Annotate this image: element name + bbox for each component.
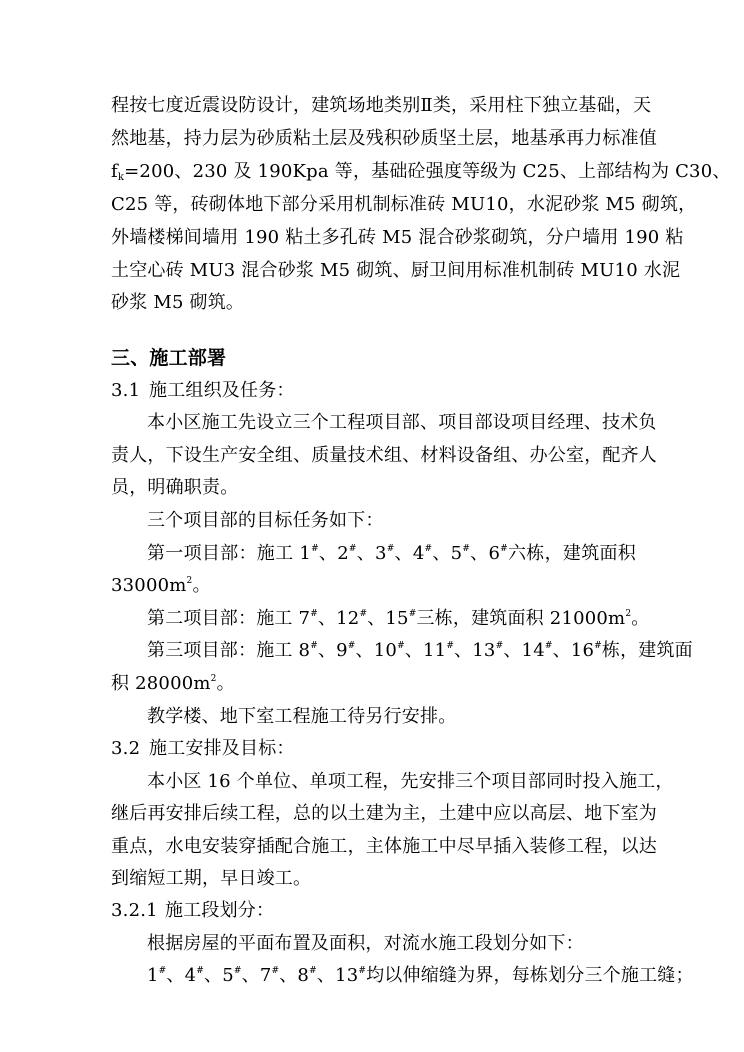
- text-run: 、14: [503, 640, 545, 661]
- superscript: #: [359, 609, 368, 619]
- text-run: 、10: [355, 640, 398, 661]
- para-line: 继后再安排后续工程，总的以土建为主，土建中应以高层、地下室为: [111, 803, 657, 824]
- superscript: #: [397, 641, 405, 651]
- superscript: #: [348, 544, 357, 554]
- section-heading: 三、施工部署: [111, 347, 227, 369]
- para-line: C25 等，砖砌体地下部分采用机制标准砖 MU10，水泥砂浆 M5 砌筑，: [111, 194, 697, 215]
- para-line: 教学楼、地下室工程施工待另行安排。: [147, 706, 457, 727]
- subsection-number: 3.1: [111, 380, 141, 401]
- subsection-number: 3.2: [111, 738, 141, 759]
- text-run: 、8: [279, 965, 310, 986]
- para-line: 重点，水电安装穿插配合施工，主体施工中尽早插入装修工程，以达: [111, 836, 657, 857]
- para-line: 到缩短工期，早日竣工。: [111, 868, 312, 889]
- text-run: 、4: [394, 543, 425, 564]
- superscript: #: [386, 544, 395, 554]
- superscript: #: [446, 641, 455, 651]
- superscript: #: [158, 966, 167, 976]
- subsection-number: 3.2.1: [111, 900, 158, 921]
- text-run: 、16: [552, 640, 595, 661]
- subsection-title: 施工段划分：: [165, 900, 275, 921]
- para-line: 根据房屋的平面布置及面积，对流水施工段划分如下：: [147, 933, 584, 954]
- text-run: 。: [216, 673, 235, 694]
- superscript: #: [594, 641, 602, 651]
- para-line: 程按七度近震设防设计，建筑场地类别Ⅱ类，采用柱下独立基础，天: [111, 95, 652, 116]
- text-run: 、4: [166, 965, 197, 986]
- text-run: 1: [147, 965, 159, 986]
- superscript: 2: [210, 674, 217, 684]
- para-line: 本小区 16 个单位、单项工程，先安排三个项目部同时投入施工，: [147, 771, 674, 792]
- text-run: 、2: [318, 543, 349, 564]
- team1-area-line: [111, 573, 636, 599]
- subsection-title: 施工组织及任务：: [149, 380, 295, 401]
- text-run: 栋，建筑面: [601, 640, 693, 661]
- text-run: 33000m: [111, 575, 187, 596]
- para-line: 员，明确职责。: [111, 477, 239, 498]
- superscript: #: [311, 544, 319, 554]
- text-run: 、13: [454, 640, 496, 661]
- text-run: 、7: [241, 965, 272, 986]
- text-run: =200、230 及 190Kpa 等，基础砼强度等级为 C25、上部结构为 C30、: [124, 161, 731, 182]
- para-line: 本小区施工先设立三个工程项目部、项目部设项目经理、技术负: [147, 412, 657, 433]
- superscript: #: [408, 609, 417, 619]
- superscript: #: [500, 544, 508, 554]
- text-run: 、11: [404, 640, 447, 661]
- text-run: 、12: [317, 608, 360, 629]
- team3-line: [147, 638, 693, 664]
- subsection-heading: [111, 378, 636, 404]
- team2-line: [147, 606, 650, 632]
- segment-line: [147, 963, 694, 989]
- text-run: 第三项目部：施工 8: [147, 640, 311, 661]
- superscript: #: [233, 966, 242, 976]
- para-line: [111, 159, 731, 185]
- para-line: 然地基，持力层为砂质粘土层及残积砂质坚土层，地基承再力标准值: [111, 128, 657, 149]
- para-line: 三个项目部的目标任务如下：: [147, 510, 384, 531]
- superscript: #: [424, 544, 433, 554]
- text-run: 积 28000m: [111, 673, 211, 694]
- formula-subscript: k: [117, 172, 125, 183]
- text-run: 、5: [432, 543, 463, 564]
- para-line: 外墙楼梯间墙用 190 粘土多孔砖 M5 混合砂浆砌筑，分户墙用 190 粘: [111, 227, 684, 248]
- text-run: 、13: [316, 965, 359, 986]
- text-run: 。: [631, 608, 650, 629]
- text-run: 第二项目部：施工 7: [147, 608, 311, 629]
- para-line: 土空心砖 MU3 混合砂浆 M5 砌筑、厨卫间用标准机制砖 MU10 水泥: [111, 260, 681, 281]
- text-run: 第一项目部：施工 1: [147, 543, 312, 564]
- superscript: #: [462, 544, 471, 554]
- superscript: 2: [186, 576, 193, 586]
- formula-f: f: [111, 161, 118, 182]
- text-run: 、9: [317, 640, 348, 661]
- subsection-title: 施工安排及目标：: [149, 738, 295, 759]
- superscript: #: [310, 609, 318, 619]
- text-run: 三栋，建筑面积 21000m: [416, 608, 626, 629]
- text-run: 、6: [470, 543, 501, 564]
- superscript: #: [347, 641, 356, 651]
- text-run: 、3: [356, 543, 387, 564]
- text-run: 六栋，建筑面积: [507, 543, 636, 564]
- superscript: #: [196, 966, 205, 976]
- para-line: 砂浆 M5 砌筑。: [111, 292, 245, 313]
- superscript: #: [310, 641, 318, 651]
- superscript: #: [309, 966, 317, 976]
- superscript: #: [271, 966, 280, 976]
- para-line: 责人，下设生产安全组、质量技术组、材料设备组、办公室，配齐人: [111, 445, 657, 466]
- subsection-heading: [111, 736, 636, 762]
- text-run: 、15: [367, 608, 409, 629]
- text-run: 。: [192, 575, 211, 596]
- team1-line: [147, 541, 636, 567]
- team3-area-line: [111, 671, 636, 697]
- superscript: #: [495, 641, 504, 651]
- superscript: #: [544, 641, 553, 651]
- superscript: 2: [625, 609, 632, 619]
- text-run: 均以伸缩缝为界，每栋划分三个施工缝；: [366, 965, 694, 986]
- text-run: 、5: [204, 965, 234, 986]
- superscript: #: [358, 966, 367, 976]
- subsection-heading: [111, 898, 636, 924]
